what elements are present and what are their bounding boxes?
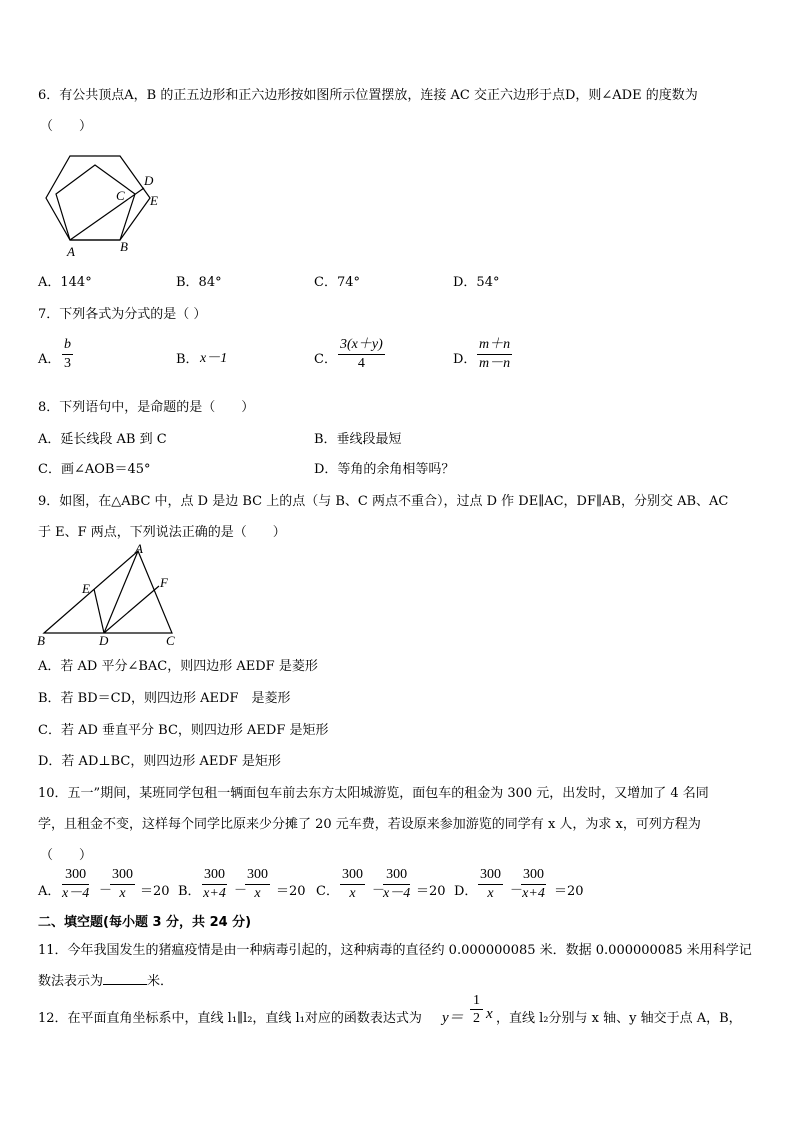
numerator: 300 <box>340 868 365 885</box>
q10-option-a-label: A． <box>38 884 61 899</box>
minus-sign: － <box>372 883 386 898</box>
q7-a-denominator: 3 <box>64 356 71 371</box>
q9-stem-line1: 9．如图，在△ABC 中，点 D 是边 BC 上的点（与 B、C 两点不重合），过点 D 作 DE∥AC，DF∥AB，分别交 AB、AC <box>38 494 729 509</box>
q7-option-d-fraction <box>477 338 512 371</box>
q11-line2-end: 米． <box>147 974 174 989</box>
minus-sign: － <box>99 883 113 898</box>
hexagon-shape <box>46 156 150 240</box>
q7-option-a-fraction <box>62 338 73 371</box>
denominator: x <box>254 886 261 901</box>
q7-a-numerator: b <box>62 338 73 355</box>
q7-option-c-fraction <box>338 338 385 371</box>
numerator: 1 <box>470 994 483 1010</box>
q11-line2-start: 数法表示为 <box>38 974 104 989</box>
q8-option-b: B．垂线段最短 <box>314 432 402 447</box>
q9-option-a: A．若 AD 平分∠BAC，则四边形 AEDF 是菱形 <box>38 659 318 674</box>
denominator: x <box>487 886 494 901</box>
q9-option-c: C．若 AD 垂直平分 BC，则四边形 AEDF 是矩形 <box>38 723 329 738</box>
q9-stem-line2: 于 E、F 两点，下列说法正确的是（ ） <box>38 525 286 540</box>
q8-stem: 8．下列语句中，是命题的是（ ） <box>38 400 255 415</box>
q10-d-frac2 <box>521 868 546 901</box>
q10-a-frac1 <box>62 868 89 901</box>
q12-x: x <box>486 1006 493 1022</box>
q6-option-b: B．84° <box>176 275 222 290</box>
label-b: B <box>37 633 45 648</box>
denominator: x－4 <box>62 886 90 901</box>
denominator: x <box>349 886 356 901</box>
q10-stem-line1: 10．五一”期间，某班同学包租一辆面包车前去东方太阳城游览，面包车的租金为 300 元，出发时，又增加了 4 名同 <box>38 786 709 801</box>
section-title-fill-in: 二、填空题(每小题 3 分，共 24 分) <box>38 915 252 930</box>
label-e: E <box>82 581 90 596</box>
q9-option-b: B．若 BD＝CD，则四边形 AEDF 是菱形 <box>38 691 291 706</box>
q12-part1: 12．在平面直角坐标系中，直线 l₁∥l₂，直线 l₁对应的函数表达式为 <box>38 1011 422 1026</box>
q9-option-d: D．若 AD⊥BC，则四边形 AEDF 是矩形 <box>38 754 281 769</box>
numerator: 300 <box>245 868 270 885</box>
label-a: A <box>135 543 143 556</box>
denominator: 2 <box>473 1011 480 1026</box>
numerator: 300 <box>521 868 546 885</box>
label-e: E <box>150 193 158 208</box>
q7-option-b-expr: x－1 <box>200 351 228 366</box>
label-c: C <box>166 633 175 648</box>
denominator: x－4 <box>383 886 411 901</box>
q7-d-numerator: m＋n <box>477 338 512 355</box>
q10-option-c-label: C． <box>316 884 339 899</box>
q9-figure <box>34 543 184 649</box>
label-f: F <box>160 575 168 590</box>
minus-sign: － <box>234 883 248 898</box>
q8-option-c: C．画∠AOB＝45° <box>38 462 151 477</box>
q10-a-frac2 <box>110 868 135 901</box>
label-d: D <box>144 173 154 188</box>
q6-figure <box>40 150 170 260</box>
line-ac <box>70 188 144 240</box>
numerator: 300 <box>62 868 89 885</box>
equals-20: ＝20 <box>554 884 584 899</box>
q8-option-a: A．延长线段 AB 到 C <box>38 432 167 447</box>
line-ad <box>104 551 138 633</box>
numerator: 300 <box>110 868 135 885</box>
q10-option-b-label: B． <box>178 884 201 899</box>
q12-y-equals: y＝ <box>442 1010 464 1026</box>
denominator: x+4 <box>203 886 226 901</box>
minus-sign: － <box>510 883 524 898</box>
equals-20: ＝20 <box>276 884 306 899</box>
q10-paren: （ ） <box>40 848 93 863</box>
q10-d-frac1 <box>478 868 503 901</box>
numerator: 300 <box>383 868 410 885</box>
q10-option-d-label: D． <box>454 884 478 899</box>
q7-c-numerator: 3(x＋y) <box>338 338 385 355</box>
q6-option-c: C．74° <box>314 275 360 290</box>
q12-fraction-half <box>470 994 483 1026</box>
q7-option-d-label: D． <box>453 352 477 367</box>
q7-option-b-label: B． <box>176 352 199 367</box>
equals-20: ＝20 <box>416 884 446 899</box>
q6-paren: （ ） <box>40 119 93 134</box>
q7-option-c-label: C． <box>314 352 337 367</box>
q7-option-a-label: A． <box>38 352 61 367</box>
q11-line2 <box>38 970 173 989</box>
q10-c-frac1 <box>340 868 365 901</box>
label-c: C <box>116 188 125 203</box>
q7-stem: 7．下列各式为分式的是（ ） <box>38 307 207 322</box>
q6-option-a: A．144° <box>38 275 92 290</box>
q8-option-d: D．等角的余角相等吗？ <box>314 462 455 477</box>
q11-line1: 11．今年我国发生的猪瘟疫情是由一种病毒引起的，这种病毒的直径约 0.000000085 米．数据 0.000000085 米用科学记 <box>38 943 752 958</box>
label-a: A <box>67 244 75 259</box>
answer-blank[interactable] <box>103 972 147 985</box>
q10-c-frac2 <box>383 868 410 901</box>
q12-part2: ，直线 l₂分别与 x 轴、y 轴交于点 A，B， <box>496 1011 742 1026</box>
q6-option-d: D．54° <box>453 275 500 290</box>
equals-20: ＝20 <box>140 884 170 899</box>
q6-stem: 6．有公共顶点A，B 的正五边形和正六边形按如图所示位置摆放，连接 AC 交正六边形于点D，则∠ADE 的度数为 <box>38 88 698 103</box>
q7-d-denominator: m－n <box>479 356 511 371</box>
q10-stem-line2: 学，且租金不变，这样每个同学比原来少分摊了 20 元车费，若设原来参加游览的同学有 x 人，为求 x，可列方程为 <box>38 817 701 832</box>
label-b: B <box>120 239 128 254</box>
line-df <box>104 586 159 633</box>
line-de <box>94 589 104 633</box>
denominator: x+4 <box>522 886 545 901</box>
label-d: D <box>99 633 109 648</box>
q7-c-denominator: 4 <box>357 356 365 371</box>
q10-b-frac2 <box>245 868 270 901</box>
numerator: 300 <box>478 868 503 885</box>
numerator: 300 <box>202 868 227 885</box>
q10-b-frac1 <box>202 868 227 901</box>
denominator: x <box>119 886 126 901</box>
